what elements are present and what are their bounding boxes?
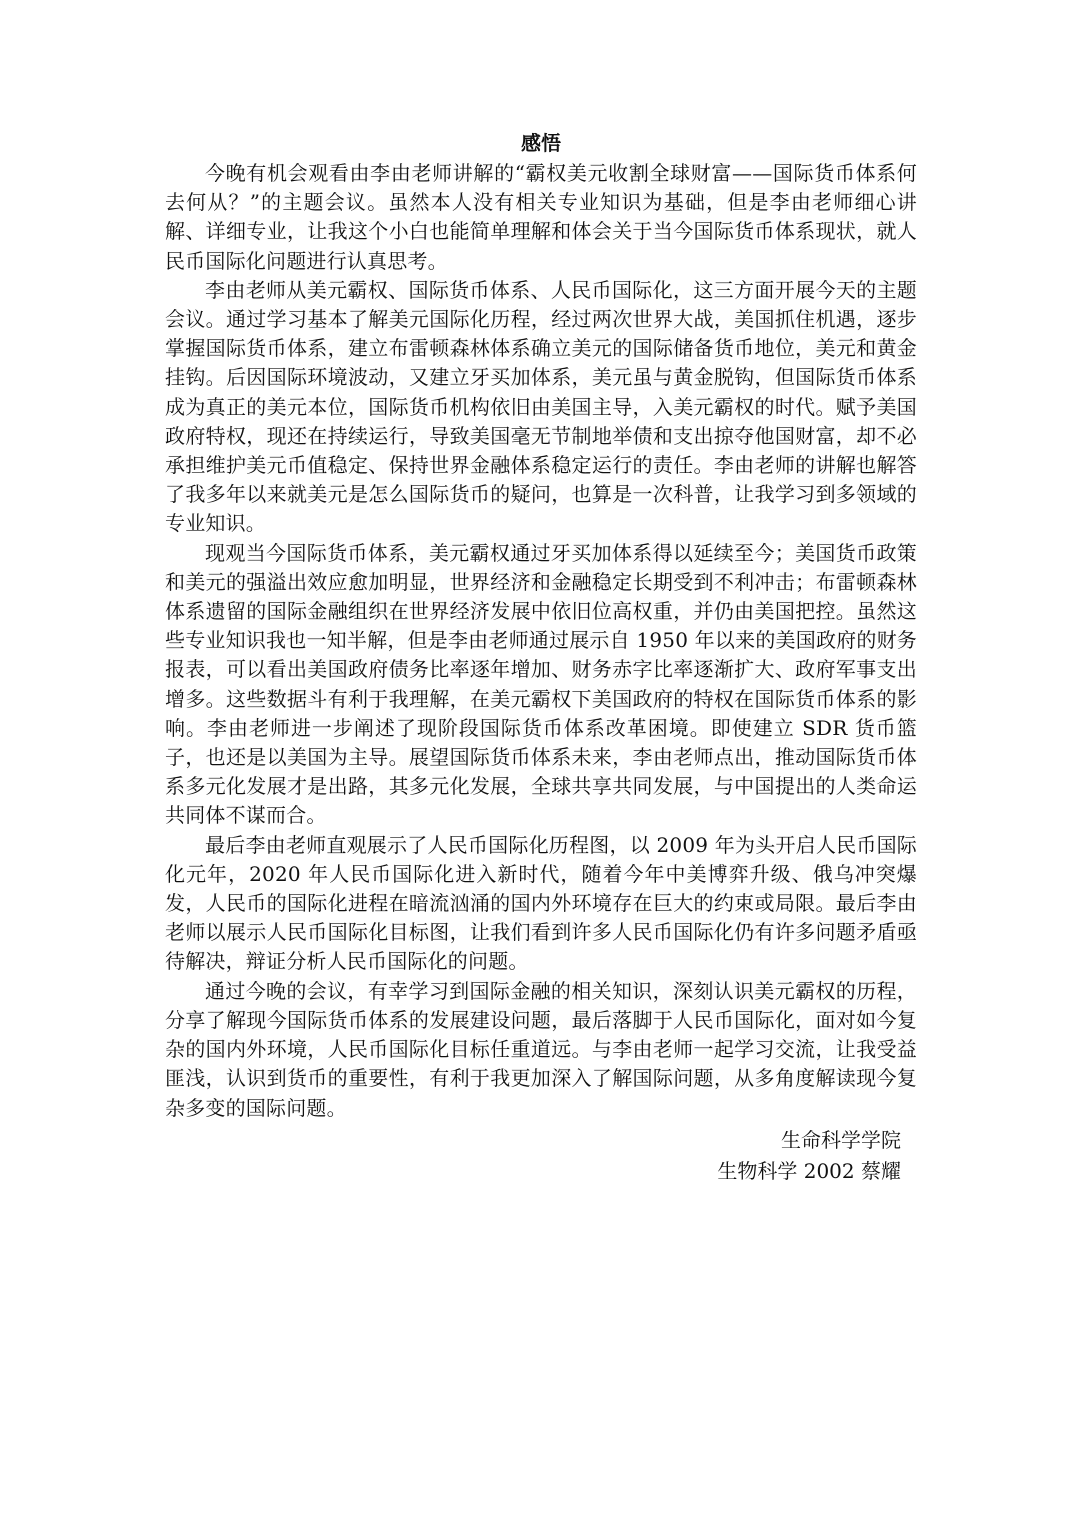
signature-college: 生命科学学院	[781, 1127, 901, 1152]
paragraph-2: 李由老师从美元霸权、国际货币体系、人民币国际化，这三方面开展今天的主题会议。通过学习基本了解美元国际化历程，经过两次世界大战，美国抓住机遇，逐步掌握国际货币体系，建立布雷顿森林体系确立美元的国际储备货币地位，美元和黄金挂钩。后因国际环境波动，又建立牙买加体系，美元虽与黄金脱钩，但国际货币体系成为真正的美元本位，国际货币机构依旧由美国主导，入美元霸权的时代。赋予美国政府特权，现还在持续运行，导致美国毫无节制地举债和支出掠夺他国财富，却不必承担维护美元币值稳定、保持世界金融体系稳定运行的责任。李由老师的讲解也解答了我多年以来就美元是怎么国际货币的疑问，也算是一次科普，让我学习到多领域的专业知识。	[165, 277, 917, 536]
paragraph-1: 今晚有机会观看由李由老师讲解的“霸权美元收割全球财富——国际货币体系何去何从？”的主题会议。虽然本人没有相关专业知识为基础，但是李由老师细心讲解、详细专业，让我这个小白也能简单理解和体会关于当今国际货币体系现状，就人民币国际化问题进行认真思考。	[165, 161, 917, 273]
document-title: 感悟	[521, 131, 561, 155]
signature-author: 生物科学 2002 蔡耀	[717, 1158, 901, 1183]
paragraph-4: 最后李由老师直观展示了人民币国际化历程图，以 2009 年为头开启人民币国际化元年，2020 年人民币国际化进入新时代，随着今年中美博弈升级、俄乌冲突爆发，人民币的国际化进程在暗流汹涌的国内外环境存在巨大的约束或局限。最后李由老师以展示人民币国际化目标图，让我们看到许多人民币国际化仍有许多问题矛盾亟待解决，辩证分析人民币国际化的问题。	[165, 832, 917, 974]
document-body	[165, 127, 917, 1187]
paragraph-5: 通过今晚的会议，有幸学习到国际金融的相关知识，深刻认识美元霸权的历程，分享了解现今国际货币体系的发展建设问题，最后落脚于人民币国际化，面对如今复杂的国内外环境，人民币国际化目标任重道远。与李由老师一起学习交流，让我受益匪浅，认识到货币的重要性，有利于我更加深入了解国际问题，从多角度解读现今复杂多变的国际问题。	[165, 978, 917, 1120]
signature-block	[165, 1125, 917, 1187]
paragraph-3: 现观当今国际货币体系，美元霸权通过牙买加体系得以延续至今；美国货币政策和美元的强溢出效应愈加明显，世界经济和金融稳定长期受到不利冲击；布雷顿森林体系遗留的国际金融组织在世界经济发展中依旧位高权重，并仍由美国把控。虽然这些专业知识我也一知半解，但是李由老师通过展示自 1950 年以来的美国政府的财务报表，可以看出美国政府债务比率逐年增加、财务赤字比率逐渐扩大、政府军事支出增多。这些数据斗有利于我理解，在美元霸权下美国政府的特权在国际货币体系的影响。李由老师进一步阐述了现阶段国际货币体系改革困境。即使建立 SDR 货币篮子，也还是以美国为主导。展望国际货币体系未来，李由老师点出，推动国际货币体系多元化发展才是出路，其多元化发展，全球共享共同发展，与中国提出的人类命运共同体不谋而合。	[165, 540, 917, 828]
